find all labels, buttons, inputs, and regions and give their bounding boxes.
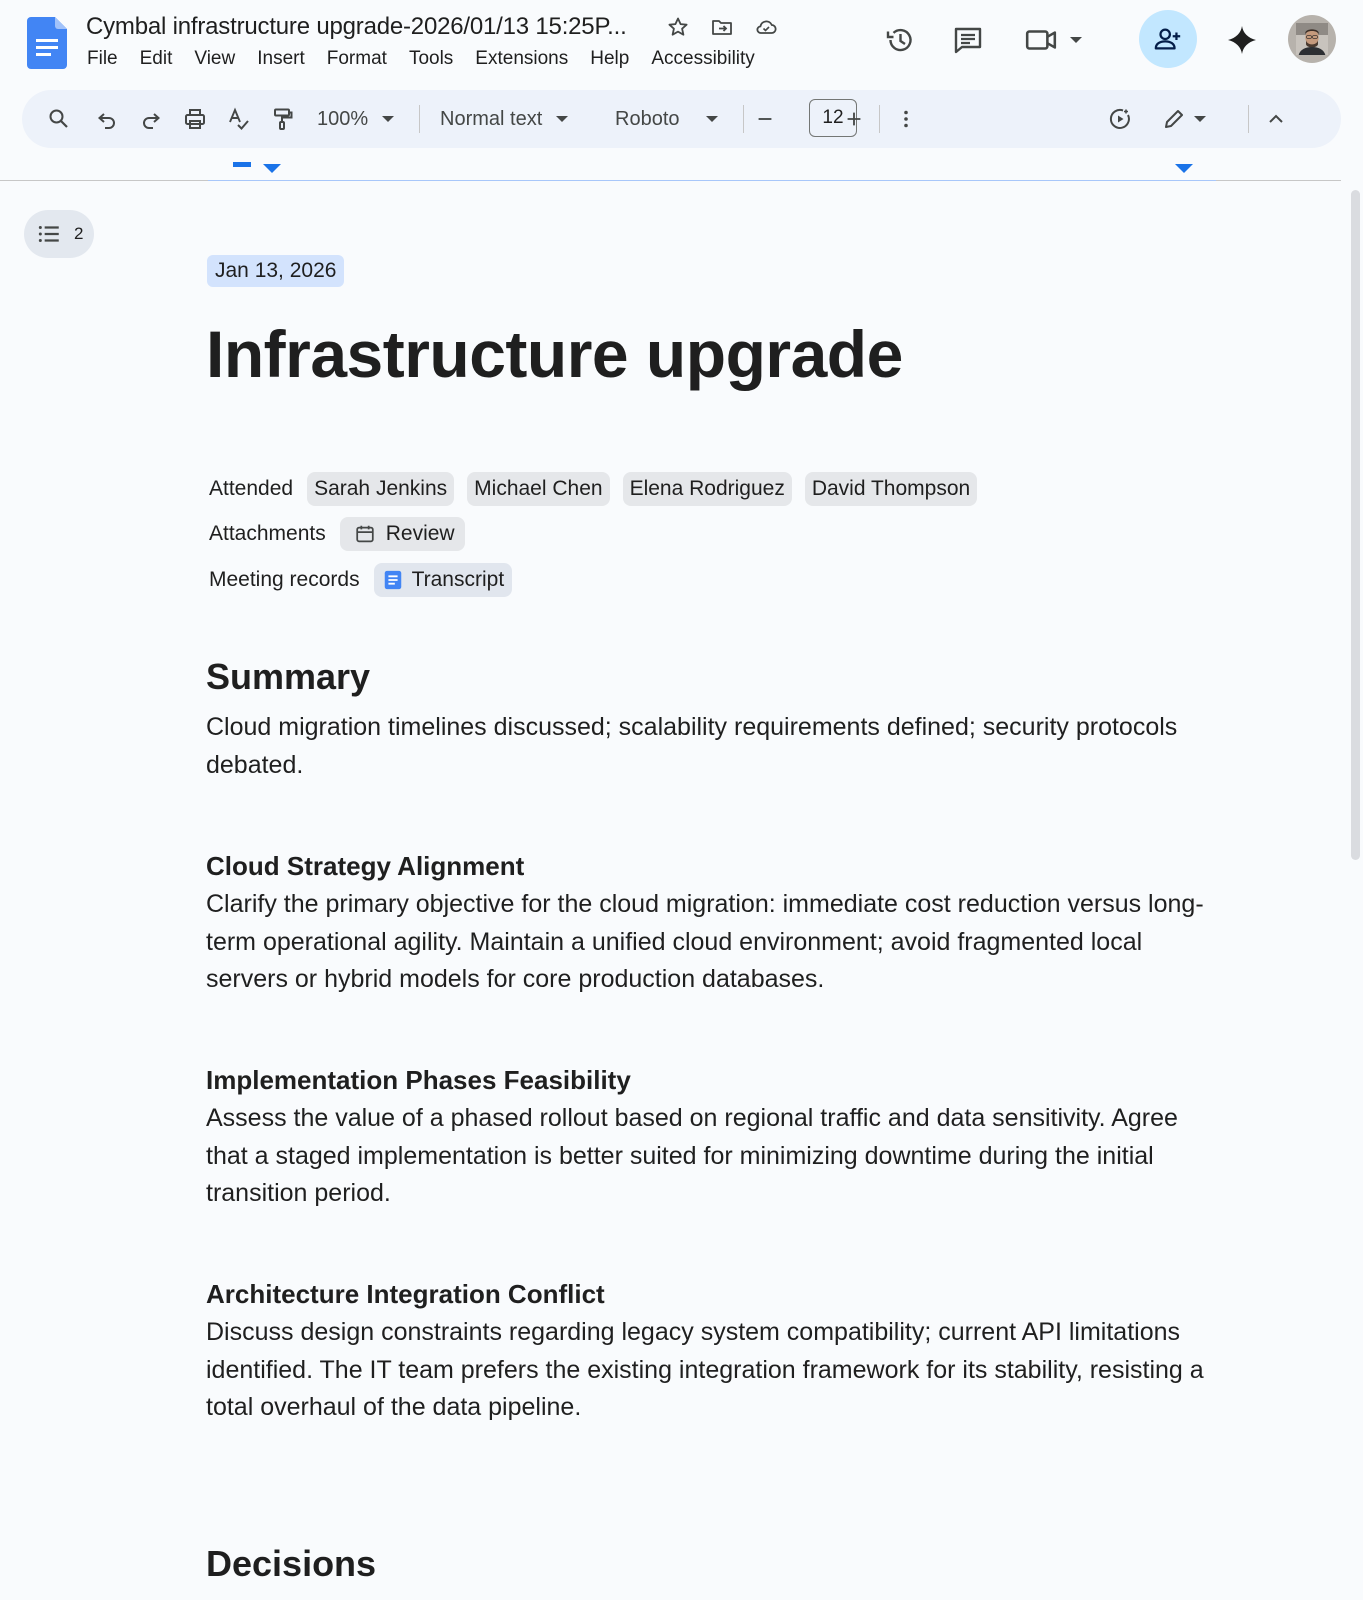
menu-file[interactable]: File: [87, 48, 118, 69]
minus-icon: [754, 107, 776, 131]
font-family-select[interactable]: [615, 90, 730, 148]
review-attachment-chip[interactable]: [340, 517, 465, 551]
gemini-button[interactable]: [1222, 20, 1262, 60]
paint-format-button[interactable]: [268, 90, 298, 148]
meeting-records-row: [209, 563, 525, 597]
comment-icon: [952, 24, 984, 56]
transcript-label: Transcript: [411, 568, 505, 591]
plus-icon: [843, 107, 865, 131]
toolbar-divider: [419, 105, 420, 133]
document-heading: Infrastructure upgrade: [206, 317, 903, 391]
hide-menus-button[interactable]: [1262, 90, 1290, 148]
attachments-row: [209, 517, 478, 551]
ruler-page-width: [208, 180, 1216, 181]
attendee-chip[interactable]: Michael Chen: [467, 472, 609, 506]
attendee-chip[interactable]: Elena Rodriguez: [623, 472, 792, 506]
toolbar-divider: [879, 105, 880, 133]
print-button[interactable]: [180, 90, 210, 148]
menu-format[interactable]: Format: [326, 48, 387, 69]
undo-icon: [95, 107, 119, 131]
menu-insert[interactable]: Insert: [257, 48, 305, 69]
version-history-button[interactable]: [880, 20, 920, 60]
menu-view[interactable]: View: [194, 48, 236, 69]
app-header: [0, 0, 1363, 88]
print-icon: [183, 107, 207, 131]
attendee-chip[interactable]: David Thompson: [805, 472, 977, 506]
section-text: Assess the value of a phased rollout based on regional traffic and data sensitivity. Agree that a staged implementation is better suited for minimizing downtime during the initial transition period.: [206, 1104, 1178, 1207]
section-heading: Cloud Strategy Alignment: [206, 851, 525, 881]
attendees-row: [209, 472, 990, 506]
avatar[interactable]: [1288, 15, 1336, 63]
history-icon: [884, 24, 916, 56]
docs-file-icon: [382, 569, 404, 591]
section-text: Discuss design constraints regarding legacy system compatibility; current API limitations identified. The IT team prefers the existing integration framework for its stability, resisting a total overhaul of the data pipeline.: [206, 1318, 1204, 1421]
editing-mode-select[interactable]: [1162, 90, 1212, 148]
outline-count: 2: [74, 224, 84, 243]
list-icon: [36, 221, 62, 247]
chevron-down-icon: [1070, 37, 1082, 43]
scrollbar-thumb[interactable]: [1351, 190, 1360, 860]
zoom-select[interactable]: [317, 90, 407, 148]
comments-button[interactable]: [948, 20, 988, 60]
menu-help[interactable]: Help: [590, 48, 630, 69]
section-text: Clarify the primary objective for the cloud migration: immediate cost reduction versus long-term operational agility. Maintain a unified cloud environment; avoid fragmented local servers or hybrid models for core production databases.: [206, 890, 1204, 993]
present-button[interactable]: [1105, 90, 1135, 148]
calendar-icon: [354, 523, 376, 545]
meet-button[interactable]: [1024, 20, 1088, 60]
review-label: Review: [385, 522, 455, 545]
spellcheck-icon: [227, 107, 251, 131]
menu-edit[interactable]: Edit: [139, 48, 173, 69]
menu-accessibility[interactable]: Accessibility: [651, 48, 755, 69]
zoom-value: 100%: [317, 107, 369, 130]
font-size-input[interactable]: 12: [809, 99, 857, 137]
summary-text: Cloud migration timelines discussed; scalability requirements defined; security protocols debated.: [206, 713, 1178, 779]
pencil-icon: [1162, 107, 1186, 131]
undo-button[interactable]: [92, 90, 122, 148]
section-heading: Implementation Phases Feasibility: [206, 1065, 631, 1095]
star-icon[interactable]: [663, 12, 693, 42]
transcript-chip[interactable]: [374, 563, 513, 597]
sparkle-icon: [1226, 24, 1258, 56]
play-circle-icon: [1108, 107, 1132, 131]
paint-format-icon: [271, 107, 295, 131]
chevron-down-icon: [1194, 116, 1206, 122]
chevron-down-icon: [556, 116, 568, 122]
increase-font-size-button[interactable]: [843, 90, 865, 148]
menu-tools[interactable]: Tools: [408, 48, 454, 69]
search-icon: [47, 107, 71, 131]
menu-bar: [87, 48, 777, 70]
right-indent-handle[interactable]: [1175, 164, 1193, 173]
cloud-saved-icon[interactable]: [751, 12, 781, 42]
share-button[interactable]: [1139, 10, 1197, 68]
date-chip[interactable]: Jan 13, 2026: [207, 255, 344, 287]
redo-icon: [139, 107, 163, 131]
summary-heading: Summary: [206, 656, 371, 697]
document-title[interactable]: Cymbal infrastructure upgrade-2026/01/13 15:25P...: [86, 13, 627, 40]
toolbar-divider: [1248, 105, 1249, 133]
paragraph-style-value: Normal text: [440, 107, 543, 130]
section-heading: Architecture Integration Conflict: [206, 1279, 605, 1309]
ruler: [0, 158, 1341, 182]
document-outline-button[interactable]: [24, 210, 94, 258]
font-family-value: Roboto: [615, 107, 680, 130]
video-camera-icon: [1024, 23, 1058, 57]
chevron-down-icon: [706, 116, 718, 122]
toolbar-divider: [743, 105, 744, 133]
more-options-button[interactable]: [894, 90, 918, 148]
left-indent-handle[interactable]: [263, 164, 281, 173]
menu-extensions[interactable]: Extensions: [475, 48, 569, 69]
more-vert-icon: [894, 107, 918, 131]
attended-label: Attended: [209, 477, 294, 500]
decrease-font-size-button[interactable]: [754, 90, 776, 148]
chevron-down-icon: [382, 116, 394, 122]
move-to-folder-icon[interactable]: [707, 12, 737, 42]
add-person-icon: [1153, 24, 1183, 54]
paragraph-style-select[interactable]: [440, 90, 590, 148]
spelling-check-button[interactable]: [224, 90, 254, 148]
attendee-chip[interactable]: Sarah Jenkins: [307, 472, 454, 506]
meeting-records-label: Meeting records: [209, 568, 360, 591]
first-line-indent-handle[interactable]: [233, 162, 251, 167]
redo-button[interactable]: [136, 90, 166, 148]
search-menus-button[interactable]: [44, 90, 74, 148]
decisions-heading: Decisions: [206, 1543, 377, 1584]
toolbar: [22, 90, 1341, 148]
chevron-up-icon: [1264, 107, 1288, 131]
attachments-label: Attachments: [209, 522, 326, 545]
docs-logo-icon[interactable]: [27, 17, 67, 69]
